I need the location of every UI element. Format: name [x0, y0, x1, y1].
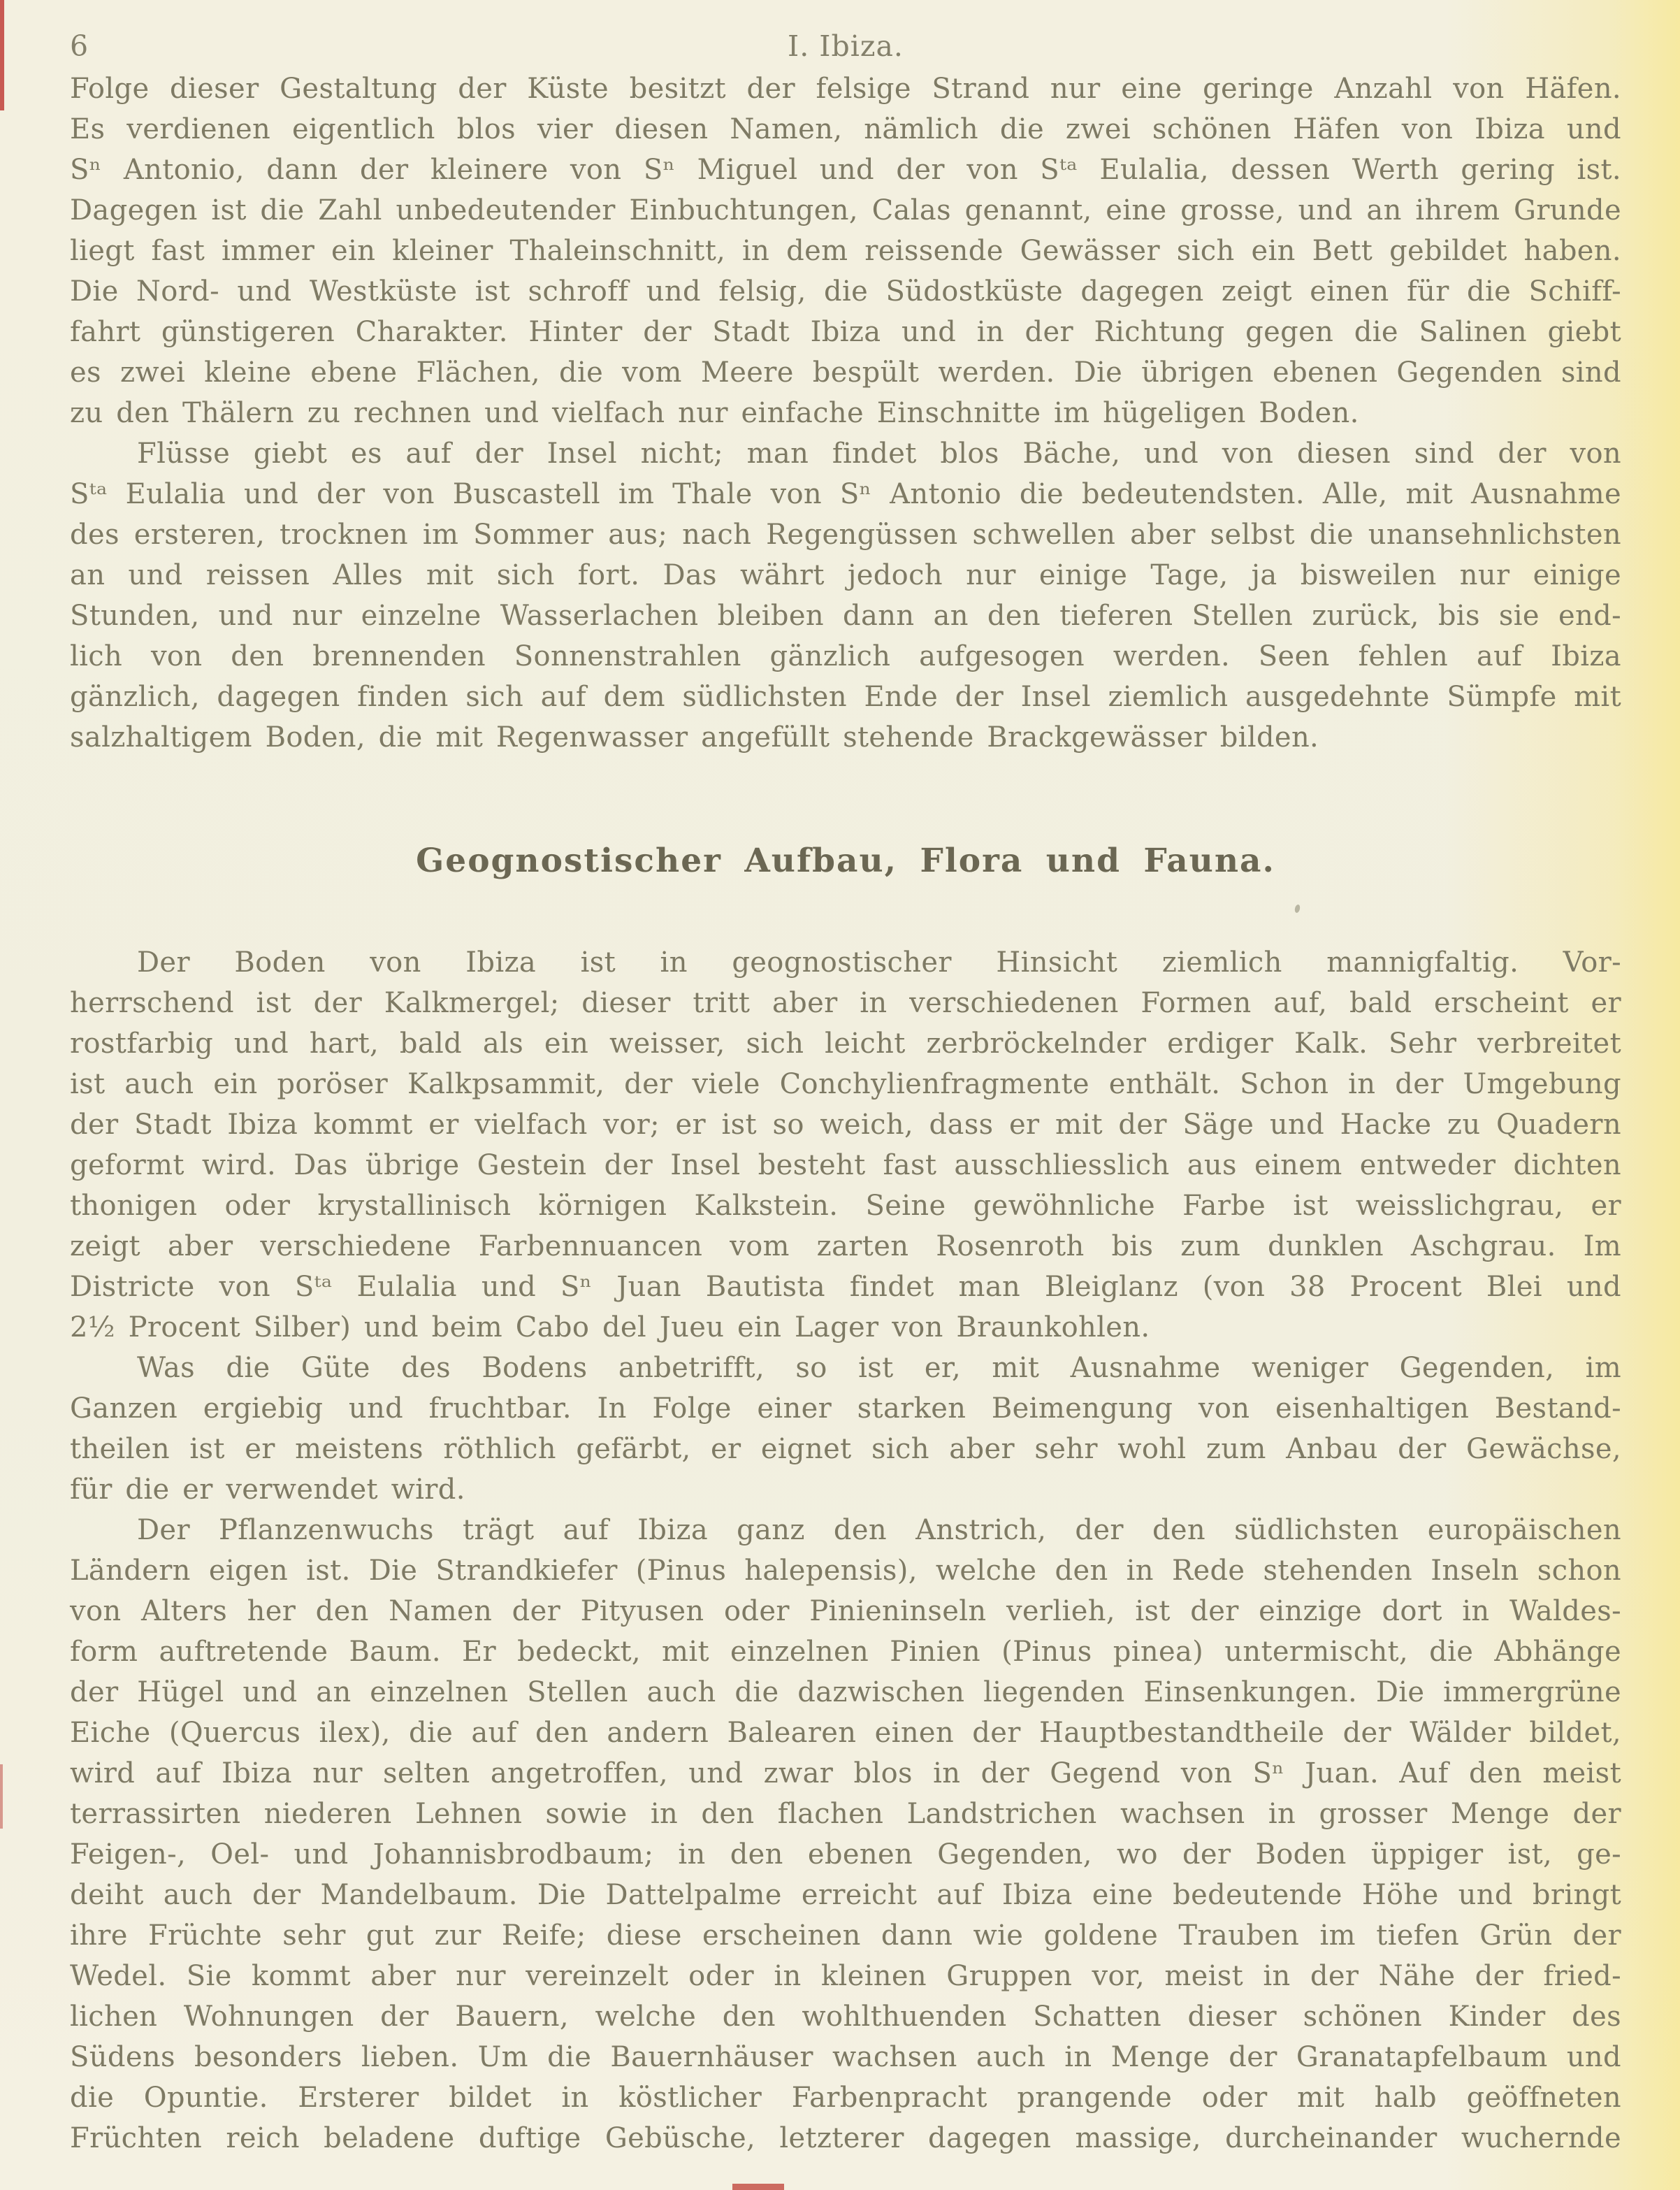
text-line: die Opuntie. Ersterer bildet in köstlicher Farbenpracht prangende oder mit halb geöffneten — [70, 2082, 1621, 2114]
text-line: Wedel. Sie kommt aber nur vereinzelt oder in kleinen Gruppen vor, meist in der Nähe der fried- — [70, 1960, 1621, 1992]
text-line: Der Boden von Ibiza ist in geognostischer Hinsicht ziemlich mannigfaltig. Vor- — [137, 946, 1621, 979]
text-line: Es verdienen eigentlich blos vier diesen Namen, nämlich die zwei schönen Häfen von Ibiza und — [70, 113, 1621, 145]
text-block — [70, 69, 1621, 2159]
text-line: deiht auch der Mandelbaum. Die Dattelpalme erreicht auf Ibiza eine bedeutende Höhe und bringt — [70, 1879, 1621, 1911]
text-line: fahrt günstigeren Charakter. Hinter der Stadt Ibiza und in der Richtung gegen die Salinen giebt — [70, 316, 1621, 348]
text-line: herrschend ist der Kalkmergel; dieser tritt aber in verschiedenen Formen auf, bald erscheint er — [70, 987, 1621, 1019]
text-line: 2½ Procent Silber) und beim Cabo del Jueu ein Lager von Braunkohlen. — [70, 1311, 1150, 1343]
text-line: terrassirten niederen Lehnen sowie in den flachen Landstrichen wachsen in grosser Menge der — [70, 1798, 1621, 1830]
text-line: Früchten reich beladene duftige Gebüsche, letzterer dagegen massige, durcheinander wuchernde — [70, 2122, 1621, 2154]
text-line: Ganzen ergiebig und fruchtbar. In Folge einer starken Beimengung von eisenhaltigen Bestand- — [70, 1392, 1621, 1425]
text-line: Südens besonders lieben. Um die Bauernhäuser wachsen auch in Menge der Granatapfelbaum und — [70, 2041, 1621, 2073]
text-line: lichen Wohnungen der Bauern, welche den wohlthuenden Schatten dieser schönen Kinder des — [70, 2001, 1621, 2033]
text-line: Folge dieser Gestaltung der Küste besitzt der felsige Strand nur eine geringe Anzahl von Häfen. — [70, 73, 1621, 105]
scan-artifact-red-edge-bottom — [732, 2184, 784, 2190]
text-line: gänzlich, dagegen finden sich auf dem südlichsten Ende der Insel ziemlich ausgedehnte Sümpfe mit — [70, 681, 1621, 713]
page-header — [70, 29, 1621, 69]
text-line: Die Nord- und Westküste ist schroff und felsig, die Südostküste dagegen zeigt einen für die Schiff- — [70, 275, 1621, 308]
text-line: Der Pflanzenwuchs trägt auf Ibiza ganz den Anstrich, der den südlichsten europäischen — [137, 1514, 1621, 1546]
text-line: es zwei kleine ebene Flächen, die vom Meere bespült werden. Die übrigen ebenen Gegenden sind — [70, 356, 1621, 389]
text-line: Eiche (Quercus ilex), die auf den andern Balearen einen der Hauptbestandtheile der Wälder bildet, — [70, 1717, 1621, 1749]
paragraph-coast — [70, 69, 1621, 433]
paragraph-rivers — [70, 433, 1621, 758]
paragraph-geology — [70, 942, 1621, 1348]
text-line: Sⁿ Antonio, dann der kleinere von Sⁿ Miguel und der von Sᵗᵃ Eulalia, dessen Werth gering ist. — [70, 154, 1621, 186]
text-line: der Stadt Ibiza kommt er vielfach vor; er ist so weich, dass er mit der Säge und Hacke zu Quadern — [70, 1109, 1621, 1141]
paragraph-soil — [70, 1348, 1621, 1510]
text-line: ihre Früchte sehr gut zur Reife; diese erscheinen dann wie goldene Trauben im tiefen Grün der — [70, 1919, 1621, 1952]
text-line: rostfarbig und hart, bald als ein weisser, sich leicht zerbröckelnder erdiger Kalk. Sehr verbreitet — [70, 1028, 1621, 1060]
text-line: zeigt aber verschiedene Farbennuancen vom zarten Rosenroth bis zum dunklen Aschgrau. Im — [70, 1230, 1621, 1262]
text-line: Stunden, und nur einzelne Wasserlachen bleiben dann an den tieferen Stellen zurück, bis sie end- — [70, 600, 1621, 632]
text-line: für die er verwendet wird. — [70, 1474, 465, 1506]
text-line: geformt wird. Das übrige Gestein der Insel besteht fast ausschliesslich aus einem entweder dichten — [70, 1149, 1621, 1181]
text-line: an und reissen Alles mit sich fort. Das währt jedoch nur einige Tage, ja bisweilen nur einige — [70, 559, 1621, 591]
running-title: I. Ibiza. — [788, 29, 904, 63]
text-line: Was die Güte des Bodens anbetrifft, so ist er, mit Ausnahme weniger Gegenden, im — [137, 1352, 1621, 1384]
text-line: wird auf Ibiza nur selten angetroffen, und zwar blos in der Gegend von Sⁿ Juan. Auf den meist — [70, 1757, 1621, 1789]
text-line: des ersteren, trocknen im Sommer aus; nach Regengüssen schwellen aber selbst die unansehnlichsten — [70, 519, 1621, 551]
text-line: ist auch ein poröser Kalkpsammit, der viele Conchylienfragmente enthält. Schon in der Umgebung — [70, 1068, 1621, 1100]
text-line: form auftretende Baum. Er bedeckt, mit einzelnen Pinien (Pinus pinea) untermischt, die Abhänge — [70, 1636, 1621, 1668]
page-number: 6 — [70, 29, 89, 63]
text-line: theilen ist er meistens röthlich gefärbt, er eignet sich aber sehr wohl zum Anbau der Gewächse, — [70, 1433, 1621, 1465]
text-line: thonigen oder krystallinisch körnigen Kalkstein. Seine gewöhnliche Farbe ist weisslichgrau, er — [70, 1190, 1621, 1222]
text-line: der Hügel und an einzelnen Stellen auch die dazwischen liegenden Einsenkungen. Die immergrüne — [70, 1676, 1621, 1708]
text-line: zu den Thälern zu rechnen und vielfach nur einfache Einschnitte im hügeligen Boden. — [70, 397, 1359, 429]
scan-artifact-red-edge-top — [0, 0, 4, 110]
text-line: Districte von Sᵗᵃ Eulalia und Sⁿ Juan Bautista findet man Bleiglanz (von 38 Procent Blei und — [70, 1271, 1621, 1303]
text-line: Ländern eigen ist. Die Strandkiefer (Pinus halepensis), welche den in Rede stehenden Inseln schon — [70, 1555, 1621, 1587]
text-line: Dagegen ist die Zahl unbedeutender Einbuchtungen, Calas genannt, eine grosse, und an ihrem Grunde — [70, 194, 1621, 226]
paragraph-flora — [70, 1510, 1621, 2159]
text-line: Sᵗᵃ Eulalia und der von Buscastell im Thale von Sⁿ Antonio die bedeutendsten. Alle, mit Ausnahme — [70, 478, 1621, 510]
text-line: von Alters her den Namen der Pityusen oder Pinieninseln verlieh, ist der einzige dort in Waldes- — [70, 1595, 1621, 1627]
text-line: liegt fast immer ein kleiner Thaleinschnitt, in dem reissende Gewässer sich ein Bett gebildet haben. — [70, 235, 1621, 267]
text-line: Feigen-, Oel- und Johannisbrodbaum; in den ebenen Gegenden, wo der Boden üppiger ist, ge- — [70, 1838, 1621, 1871]
section-heading: Geognostischer Aufbau, Flora und Fauna. — [416, 842, 1275, 880]
text-line: lich von den brennenden Sonnenstrahlen gänzlich aufgesogen werden. Seen fehlen auf Ibiza — [70, 640, 1621, 672]
scan-artifact-red-edge-left — [0, 1764, 3, 1829]
text-line: Flüsse giebt es auf der Insel nicht; man findet blos Bäche, und von diesen sind der von — [137, 438, 1621, 470]
text-line: salzhaltigem Boden, die mit Regenwasser angefüllt stehende Brackgewässer bilden. — [70, 721, 1319, 754]
